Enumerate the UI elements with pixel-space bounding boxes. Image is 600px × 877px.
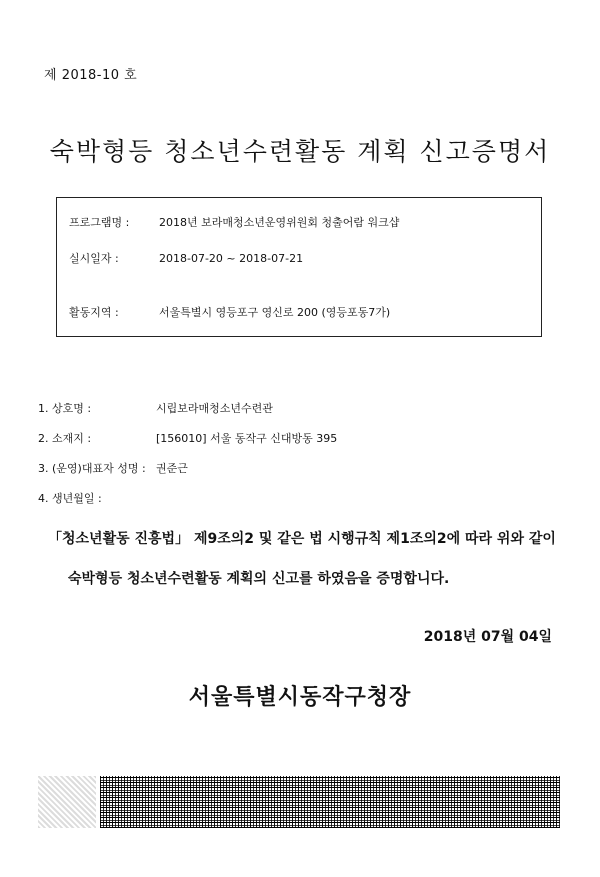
- activity-date-row: [69, 250, 303, 266]
- field-label: 1. 상호명 :: [38, 402, 92, 415]
- document-title: 숙박형등 청소년수련활동 계획 신고증명서: [49, 137, 551, 166]
- field-value: 권준근: [156, 462, 188, 475]
- program-name-row: [69, 214, 399, 230]
- barcode-light-pattern: [38, 776, 96, 828]
- field-value: [156010] 서울 동작구 신대방동 395: [156, 432, 338, 445]
- field-address: [38, 430, 337, 446]
- statement-line-2: 숙박형등 청소년수련활동 계획의 신고를 하였음을 증명합니다.: [68, 571, 450, 587]
- field-label: 3. (운영)대표자 성명 :: [38, 462, 146, 475]
- activity-area-value: 서울특별시 영등포구 영신로 200 (영등포동7가): [159, 306, 391, 319]
- program-info-box: [56, 197, 542, 337]
- program-name-value: 2018년 보라매청소년운영위원회 청출어람 워크샵: [159, 216, 400, 229]
- barcode-dark-pattern: [100, 776, 560, 828]
- activity-date-value: 2018-07-20 ~ 2018-07-21: [159, 252, 304, 265]
- activity-date-label: 실시일자 :: [69, 252, 119, 265]
- field-business-name: [38, 400, 273, 416]
- statement-line-1: 「청소년활동 진흥법」 제9조의2 및 같은 법 시행규칙 제1조의2에 따라 위와 같이: [48, 531, 556, 547]
- issue-date: 2018년 07월 04일: [423, 629, 552, 645]
- field-label: 4. 생년월일 :: [38, 492, 102, 505]
- activity-area-label: 활동지역 :: [69, 306, 119, 319]
- field-birthdate: [38, 490, 156, 506]
- field-label: 2. 소재지 :: [38, 432, 92, 445]
- program-name-label: 프로그램명 :: [69, 216, 130, 229]
- document-number: 제 2018-10 호: [44, 68, 138, 83]
- document-barcode: [38, 776, 560, 828]
- field-value: 시립보라매청소년수련관: [156, 402, 273, 415]
- field-representative: [38, 460, 188, 476]
- activity-area-row: [69, 304, 390, 320]
- issuer-name: 서울특별시동작구청장: [188, 685, 412, 710]
